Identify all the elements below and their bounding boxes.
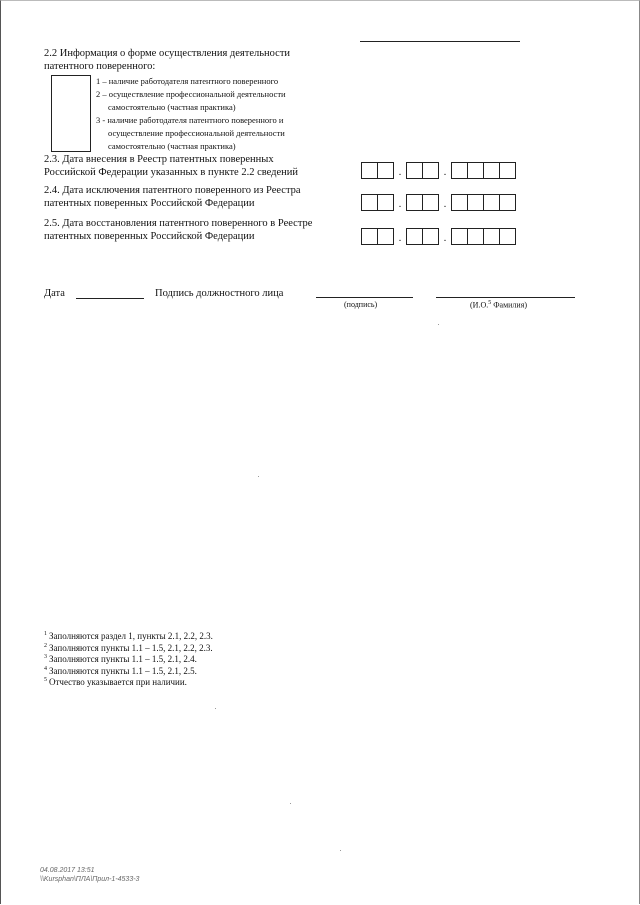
name-caption-prefix: (И.О. xyxy=(470,300,489,310)
date-separator: . xyxy=(443,167,447,178)
date-separator: . xyxy=(398,233,402,244)
date-label: Дата xyxy=(44,288,65,299)
signature-caption: (подпись) xyxy=(344,300,378,309)
footnote-mark: 5 xyxy=(44,677,47,683)
top-signature-line xyxy=(360,41,520,42)
form-code-box[interactable] xyxy=(51,75,91,152)
year-cells[interactable] xyxy=(451,228,516,245)
date-line[interactable] xyxy=(76,298,144,299)
month-cells[interactable] xyxy=(406,228,439,245)
footnote-text: Заполняются раздел 1, пункты 2.1, 2.2, 2.3. xyxy=(49,631,213,641)
option-2: 2 – осуществление профессиональной деятельности xyxy=(96,89,286,99)
date-separator: . xyxy=(443,199,447,210)
file-stamp xyxy=(40,866,139,884)
footnote xyxy=(44,666,213,678)
footnote-text: Заполняются пункты 1.1 – 1.5, 2.1, 2.4. xyxy=(49,654,197,664)
option-3-cont2: самостоятельно (частная практика) xyxy=(108,141,236,151)
form-options-list xyxy=(96,75,286,153)
section-2-2-heading-line2: патентного поверенного: xyxy=(44,61,156,72)
name-caption xyxy=(470,297,527,312)
footnote xyxy=(44,631,213,643)
footnote-mark: 4 xyxy=(44,665,47,672)
footnote-text: Заполняются пункты 1.1 – 1.5, 2.1, 2.5. xyxy=(49,665,197,676)
option-3-cont1: осуществление профессиональной деятельности xyxy=(108,128,285,138)
section-2-3-line1: 2.3. Дата внесения в Реестр патентных поверенных xyxy=(44,154,274,165)
footnote-text: Заполняются пункты 1.1 – 1.5, 2.1, 2.2, 2.3. xyxy=(49,642,213,653)
section-2-2-heading xyxy=(44,47,290,73)
file-stamp-date: 04.08.2017 13:51 xyxy=(40,867,95,874)
year-cells[interactable] xyxy=(451,194,516,211)
month-cells[interactable] xyxy=(406,162,439,179)
scan-speck xyxy=(438,324,439,325)
section-2-5-label xyxy=(44,217,312,243)
date-separator: . xyxy=(398,199,402,210)
date-separator: . xyxy=(443,233,447,244)
footnote xyxy=(44,654,213,666)
option-3: 3 - наличие работодателя патентного поверенного и xyxy=(96,115,284,125)
section-2-4-label xyxy=(44,184,301,210)
section-2-4-line2: патентных поверенных Российской Федерации xyxy=(44,198,255,209)
day-cells[interactable] xyxy=(361,162,394,179)
scan-speck xyxy=(258,476,259,477)
footnote-text: Отчество указывается при наличии. xyxy=(49,677,187,687)
date-field-2-3[interactable] xyxy=(361,162,516,179)
footnote xyxy=(44,643,213,655)
footnote-mark: 3 xyxy=(44,654,47,660)
name-caption-footnote-mark: 5 xyxy=(488,300,492,306)
option-1: 1 – наличие работодателя патентного поверенного xyxy=(96,76,279,86)
footnote-mark: 1 xyxy=(44,631,47,637)
year-cells[interactable] xyxy=(451,162,516,179)
date-field-2-5[interactable] xyxy=(361,228,516,245)
section-2-3-label xyxy=(44,153,298,179)
option-2-cont: самостоятельно (частная практика) xyxy=(108,102,236,112)
scan-speck xyxy=(215,708,216,709)
scan-speck xyxy=(290,803,291,804)
file-stamp-path: \\Kursphan\ПЛА\Прил-1-4533-3 xyxy=(40,876,140,883)
footnote-mark: 2 xyxy=(44,642,47,649)
footnotes xyxy=(44,631,213,689)
section-2-5-line1: 2.5. Дата восстановления патентного поверенного в Реестре xyxy=(44,218,313,229)
scan-speck xyxy=(340,850,341,851)
date-field-2-4[interactable] xyxy=(361,194,516,211)
signature-line[interactable] xyxy=(316,297,413,298)
day-cells[interactable] xyxy=(361,194,394,211)
date-separator: . xyxy=(398,167,402,178)
day-cells[interactable] xyxy=(361,228,394,245)
footnote xyxy=(44,677,213,689)
section-2-2-heading-line1: 2.2 Информация о форме осуществления деятельности xyxy=(44,48,291,59)
name-caption-suffix: Фамилия) xyxy=(491,300,528,310)
official-signature-label: Подпись должностного лица xyxy=(155,288,284,299)
section-2-4-line1: 2.4. Дата исключения патентного поверенного из Реестра xyxy=(44,185,301,196)
section-2-5-line2: патентных поверенных Российской Федерации xyxy=(44,231,255,242)
section-2-3-line2: Российской Федерации указанных в пункте 2.2 сведений xyxy=(44,167,299,178)
month-cells[interactable] xyxy=(406,194,439,211)
